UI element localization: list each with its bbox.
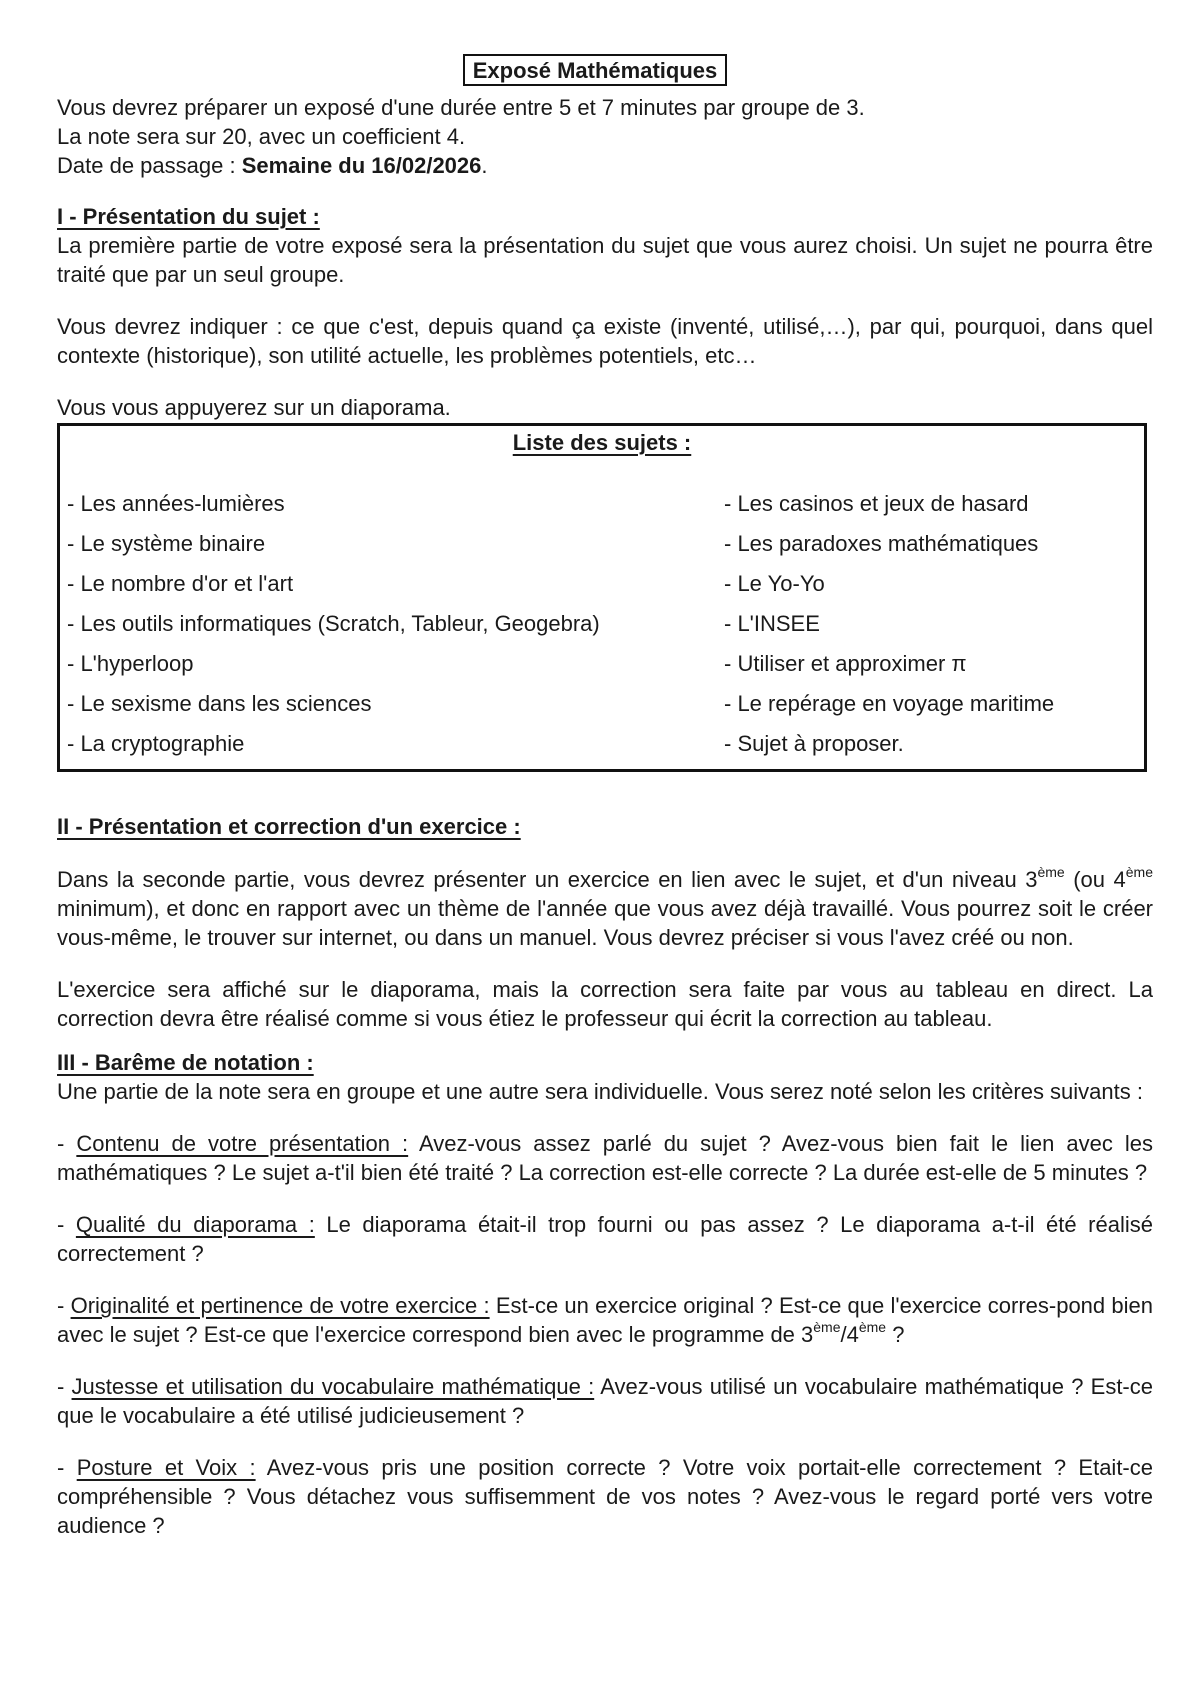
- section2-paragraph2: L'exercice sera affiché sur le diaporama, mais la correction sera faite par vous au tableau en direct. La correction devra être réalisé comme si vous étiez le professeur qui écrit la correction au tableau.: [57, 977, 1153, 1031]
- document-page: [57, 54, 1153, 1540]
- criterion-label: Originalité et pertinence de votre exercice :: [70, 1293, 490, 1318]
- subject-item: - Le système binaire: [67, 531, 266, 556]
- subject-item: - Utiliser et approximer π: [724, 651, 967, 676]
- bullet-dash: -: [57, 1374, 72, 1399]
- subject-item: - La cryptographie: [67, 731, 245, 756]
- criterion-originality: [57, 1291, 1153, 1349]
- bullet-dash: -: [57, 1131, 77, 1156]
- section1-paragraph3: Vous vous appuyerez sur un diaporama.: [57, 395, 451, 420]
- criterion-text: Avez-vous pris une position correcte ? Votre voix portait-elle correctement ? Etait-ce compréhensible ? Vous détachez vous suffisemment de vos notes ? Avez-vous le regard porté vers votre audience ?: [57, 1455, 1153, 1538]
- subjects-left-column: [67, 489, 600, 769]
- date-period: .: [481, 153, 488, 178]
- criterion-posture-voice: [57, 1453, 1153, 1540]
- subjects-right-column: [724, 489, 1054, 769]
- criterion-content: [57, 1129, 1153, 1187]
- subject-item: - Le nombre d'or et l'art: [67, 571, 294, 596]
- subject-item: - Sujet à proposer.: [724, 731, 904, 756]
- section1-title: I - Présentation du sujet :: [57, 204, 320, 229]
- subject-item: - Les paradoxes mathématiques: [724, 531, 1039, 556]
- intro-line-duration: Vous devrez préparer un exposé d'une durée entre 5 et 7 minutes par groupe de 3.: [57, 95, 865, 120]
- section2-paragraph1: [57, 865, 1153, 952]
- date-label: Date de passage :: [57, 153, 242, 178]
- subjects-title: Liste des sujets :: [512, 430, 692, 455]
- document-title: Exposé Mathématiques: [463, 54, 728, 86]
- section3-title: III - Barême de notation :: [57, 1050, 314, 1075]
- subject-item: - Le repérage en voyage maritime: [724, 691, 1055, 716]
- criterion-label: Justesse et utilisation du vocabulaire mathématique :: [71, 1374, 595, 1399]
- criterion-text: Est-ce un exercice original ? Est-ce que l'exercice corres-pond bien avec le sujet ? Est-ce que l'exercice correspond bien avec le programme de 3: [57, 1293, 1153, 1347]
- title-block: [37, 54, 1153, 86]
- superscript: ème: [1037, 863, 1065, 880]
- subject-item: - Les casinos et jeux de hasard: [724, 491, 1029, 516]
- subject-item: - L'INSEE: [724, 611, 820, 636]
- bullet-dash: -: [57, 1293, 71, 1318]
- subject-item: - Le Yo-Yo: [724, 571, 825, 596]
- intro-block: [57, 93, 1153, 180]
- superscript: ème: [813, 1318, 841, 1335]
- section1-paragraph1: La première partie de votre exposé sera la présentation du sujet que vous aurez choisi. Un sujet ne pourra être traité que par un seul groupe.: [57, 233, 1153, 287]
- section3-intro: Une partie de la note sera en groupe et une autre sera individuelle. Vous serez noté selon les critères suivants :: [57, 1079, 1143, 1104]
- section2-text-a: Dans la seconde partie, vous devrez présenter un exercice en lien avec le sujet, et d'un niveau 3: [57, 867, 1038, 892]
- criterion-text: ?: [886, 1322, 905, 1347]
- subject-item: - L'hyperloop: [67, 651, 194, 676]
- bullet-dash: -: [57, 1455, 77, 1480]
- criterion-label: Qualité du diaporama :: [75, 1212, 315, 1237]
- criterion-text: Avez-vous utilisé un vocabulaire mathématique ? Est-ce que le vocabulaire a été utilisé judicieusement ?: [57, 1374, 1153, 1428]
- superscript: ème: [1125, 863, 1153, 880]
- superscript: ème: [858, 1318, 887, 1335]
- bullet-dash: -: [57, 1212, 76, 1237]
- criterion-label: Posture et Voix :: [76, 1455, 256, 1480]
- criterion-text: Avez-vous assez parlé du sujet ? Avez-vous bien fait le lien avec les mathématiques ? Le sujet a-t'il bien été traité ? La correction est-elle correcte ? La durée est-elle de 5 minutes ?: [57, 1131, 1153, 1185]
- criterion-label: Contenu de votre présentation :: [76, 1131, 409, 1156]
- criterion-text: Le diaporama était-il trop fourni ou pas assez ? Le diaporama a-t-il été réalisé correctement ?: [57, 1212, 1153, 1266]
- criterion-text: /4: [840, 1322, 859, 1347]
- section2-text-c: minimum), et donc en rapport avec un thème de l'année que vous avez déjà travaillé. Vous pourrez soit le créer vous-même, le trouver sur internet, ou dans un manuel. Vous devrez préciser si vous l'avez créé ou non.: [57, 896, 1153, 950]
- intro-line-date: [57, 151, 1153, 180]
- section2-text-b: (ou 4: [1064, 867, 1126, 892]
- criterion-slideshow: [57, 1210, 1153, 1268]
- subject-item: - Les années-lumières: [67, 491, 285, 516]
- subject-item: - Le sexisme dans les sciences: [67, 691, 372, 716]
- criterion-vocabulary: [57, 1372, 1153, 1430]
- intro-line-grade: La note sera sur 20, avec un coefficient 4.: [57, 124, 466, 149]
- subject-item: - Les outils informatiques (Scratch, Tableur, Geogebra): [67, 611, 600, 636]
- section2-title: II - Présentation et correction d'un exercice :: [57, 814, 521, 839]
- subjects-box: [57, 423, 1147, 772]
- date-value: Semaine du 16/02/2026: [241, 153, 482, 178]
- section1-paragraph2: Vous devrez indiquer : ce que c'est, depuis quand ça existe (inventé, utilisé,…), par qui, pourquoi, dans quel contexte (historique), son utilité actuelle, les problèmes potentiels, etc…: [57, 314, 1153, 368]
